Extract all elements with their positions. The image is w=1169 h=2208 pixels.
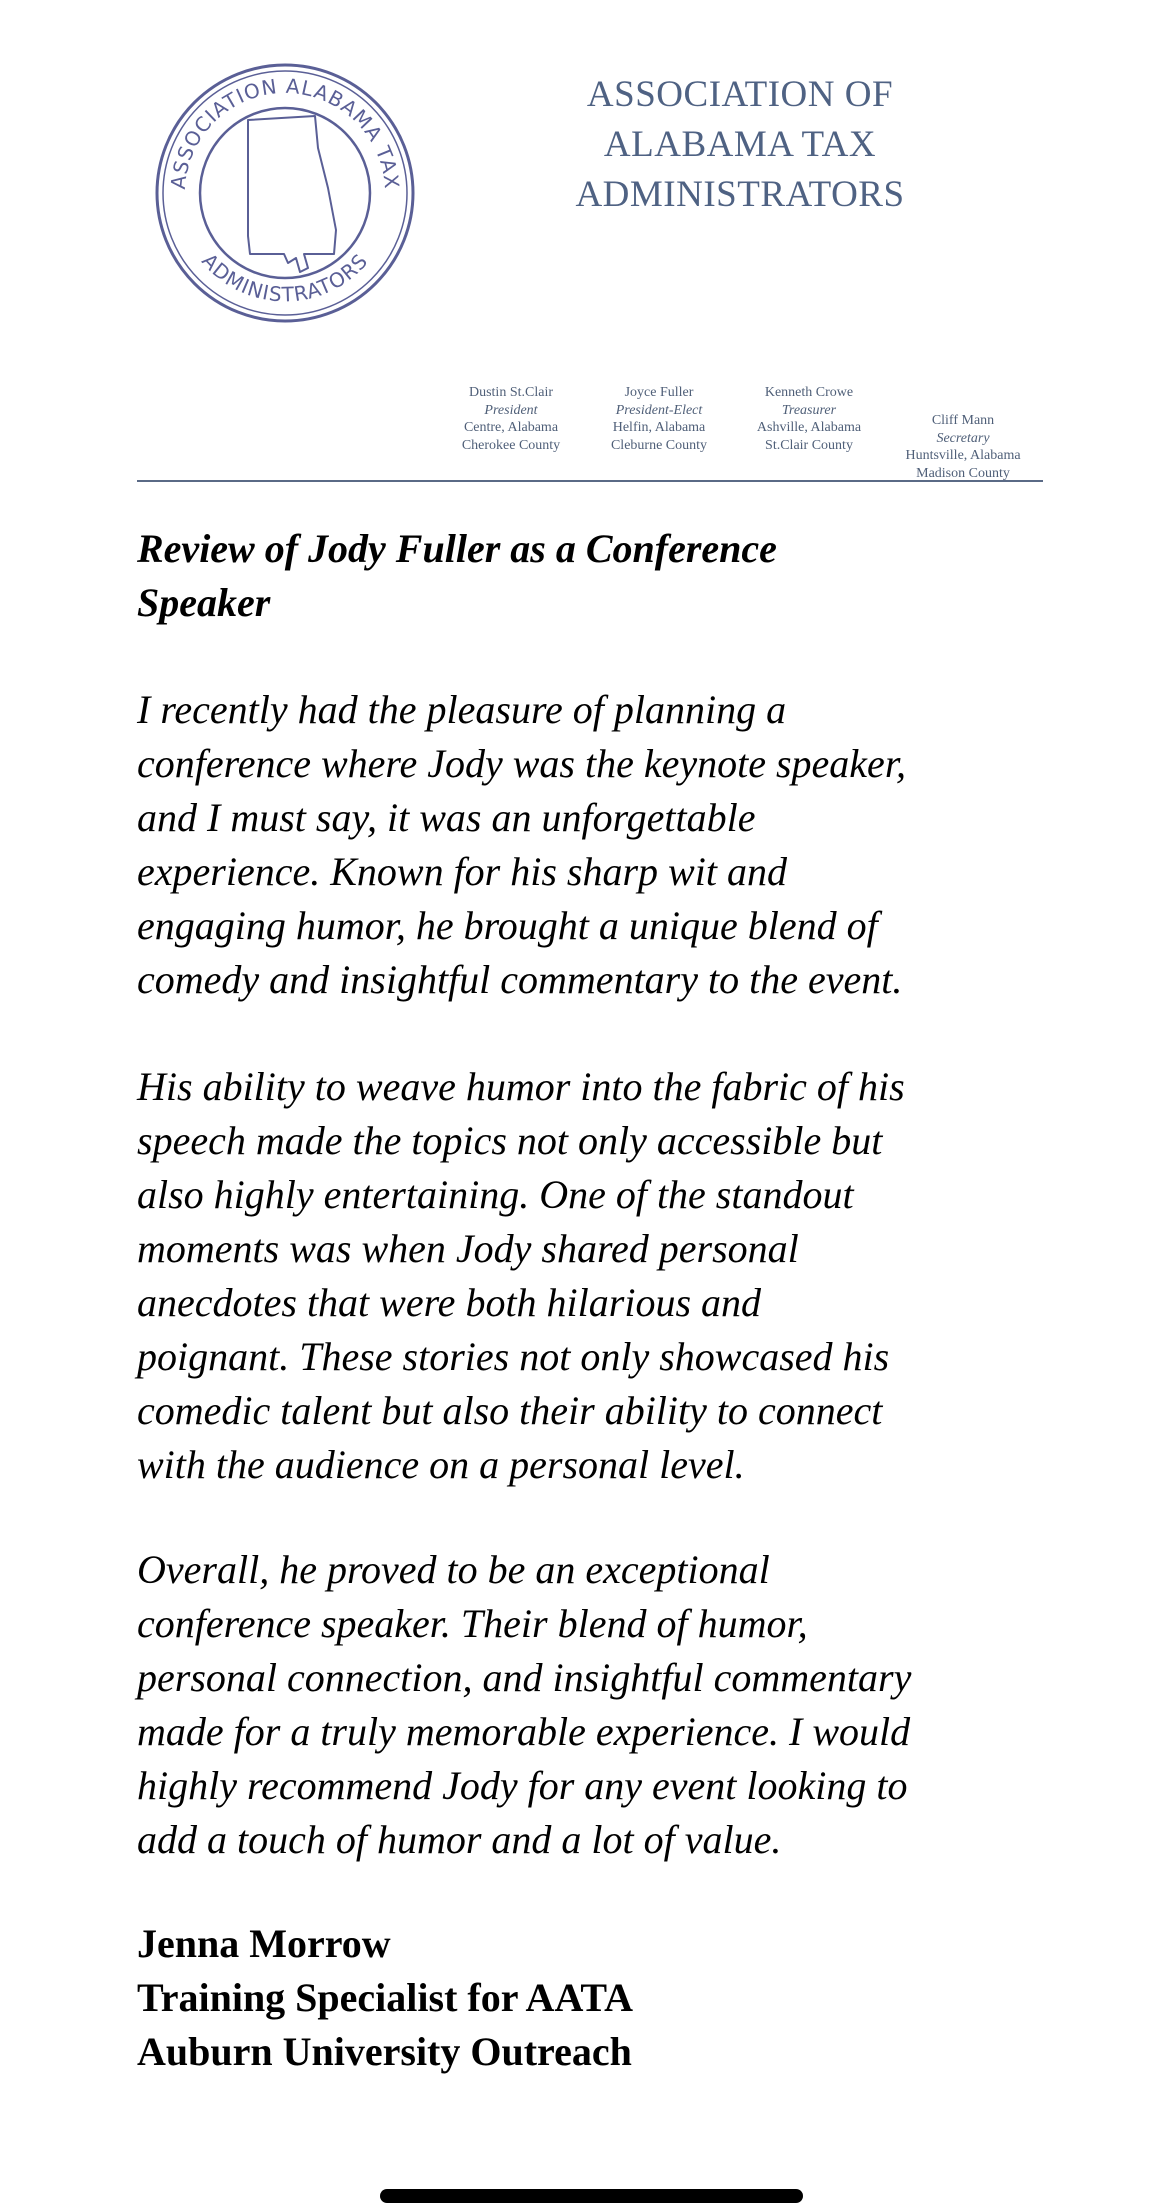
officer-role: President bbox=[484, 402, 538, 418]
paragraph-line: and I must say, it was an unforgettable bbox=[137, 795, 756, 840]
officer-treasurer bbox=[734, 384, 884, 454]
paragraph-line: comedy and insightful commentary to the event. bbox=[137, 957, 903, 1002]
paragraph-line: with the audience on a personal level. bbox=[137, 1442, 745, 1487]
org-title-line-3: ADMINISTRATORS bbox=[575, 174, 905, 215]
paragraph-line: comedic talent but also their ability to connect bbox=[137, 1388, 883, 1433]
paragraph-line: His ability to weave humor into the fabric of his bbox=[137, 1064, 905, 1109]
officer-role: President-Elect bbox=[615, 402, 703, 418]
seal-ring-text-bottom: ADMINISTRATORS bbox=[197, 248, 373, 307]
signer-organization: Auburn University Outreach bbox=[137, 2029, 632, 2074]
officer-county: St.Clair County bbox=[765, 437, 853, 453]
header-divider bbox=[137, 480, 1043, 482]
officer-name: Joyce Fuller bbox=[624, 385, 694, 400]
officer-president-elect bbox=[584, 384, 734, 454]
org-title-line-1: ASSOCIATION OF bbox=[586, 74, 894, 115]
signer-title: Training Specialist for AATA bbox=[137, 1975, 633, 2020]
officer-name: Dustin St.Clair bbox=[468, 385, 553, 400]
signature-block bbox=[137, 1917, 1037, 2079]
heading-line-1: Review of Jody Fuller as a Conference bbox=[137, 526, 777, 571]
paragraph-line: moments was when Jody shared personal bbox=[137, 1226, 799, 1271]
paragraph-2 bbox=[137, 1060, 1067, 1492]
paragraph-1 bbox=[137, 683, 1067, 1007]
association-seal bbox=[150, 58, 420, 328]
paragraph-line: Overall, he proved to be an exceptional bbox=[137, 1547, 770, 1592]
paragraph-line: engaging humor, he brought a unique blend of bbox=[137, 903, 878, 948]
officer-county: Cherokee County bbox=[461, 437, 561, 453]
officer-name: Kenneth Crowe bbox=[764, 385, 854, 400]
officer-city: Ashville, Alabama bbox=[756, 420, 862, 435]
heading-line-2: Speaker bbox=[137, 580, 271, 625]
signer-name: Jenna Morrow bbox=[137, 1921, 391, 1966]
home-indicator[interactable] bbox=[380, 2189, 803, 2203]
paragraph-3 bbox=[137, 1543, 1067, 1867]
paragraph-line: anecdotes that were both hilarious and bbox=[137, 1280, 762, 1325]
paragraph-line: made for a truly memorable experience. I would bbox=[137, 1709, 911, 1754]
officer-name: Cliff Mann bbox=[931, 413, 995, 428]
paragraph-line: poignant. These stories not only showcased his bbox=[137, 1334, 890, 1379]
alabama-state-outline bbox=[248, 116, 336, 272]
officer-role: Treasurer bbox=[781, 402, 837, 418]
officer-role: Secretary bbox=[936, 430, 990, 446]
letter-heading bbox=[137, 522, 1037, 630]
officer-city: Centre, Alabama bbox=[463, 420, 559, 435]
organization-title bbox=[520, 70, 960, 220]
paragraph-line: highly recommend Jody for any event looking to bbox=[137, 1763, 908, 1808]
officer-city: Helfin, Alabama bbox=[612, 420, 706, 435]
paragraph-line: experience. Known for his sharp wit and bbox=[137, 849, 787, 894]
paragraph-line: I recently had the pleasure of planning a bbox=[137, 687, 787, 732]
paragraph-line: also highly entertaining. One of the standout bbox=[137, 1172, 854, 1217]
paragraph-line: personal connection, and insightful commentary bbox=[137, 1655, 912, 1700]
org-title-line-2: ALABAMA TAX bbox=[603, 124, 877, 165]
officer-county: Cleburne County bbox=[610, 437, 708, 453]
officer-president bbox=[436, 384, 586, 454]
officer-secretary bbox=[888, 412, 1038, 482]
officer-county: Madison County bbox=[916, 465, 1010, 481]
paragraph-line: conference speaker. Their blend of humor, bbox=[137, 1601, 808, 1646]
officer-city: Huntsville, Alabama bbox=[905, 448, 1021, 463]
seal-ring-text-top: ASSOCIATION ALABAMA TAX bbox=[165, 73, 405, 191]
paragraph-line: add a touch of humor and a lot of value. bbox=[137, 1817, 782, 1862]
paragraph-line: speech made the topics not only accessible but bbox=[137, 1118, 883, 1163]
paragraph-line: conference where Jody was the keynote speaker, bbox=[137, 741, 906, 786]
